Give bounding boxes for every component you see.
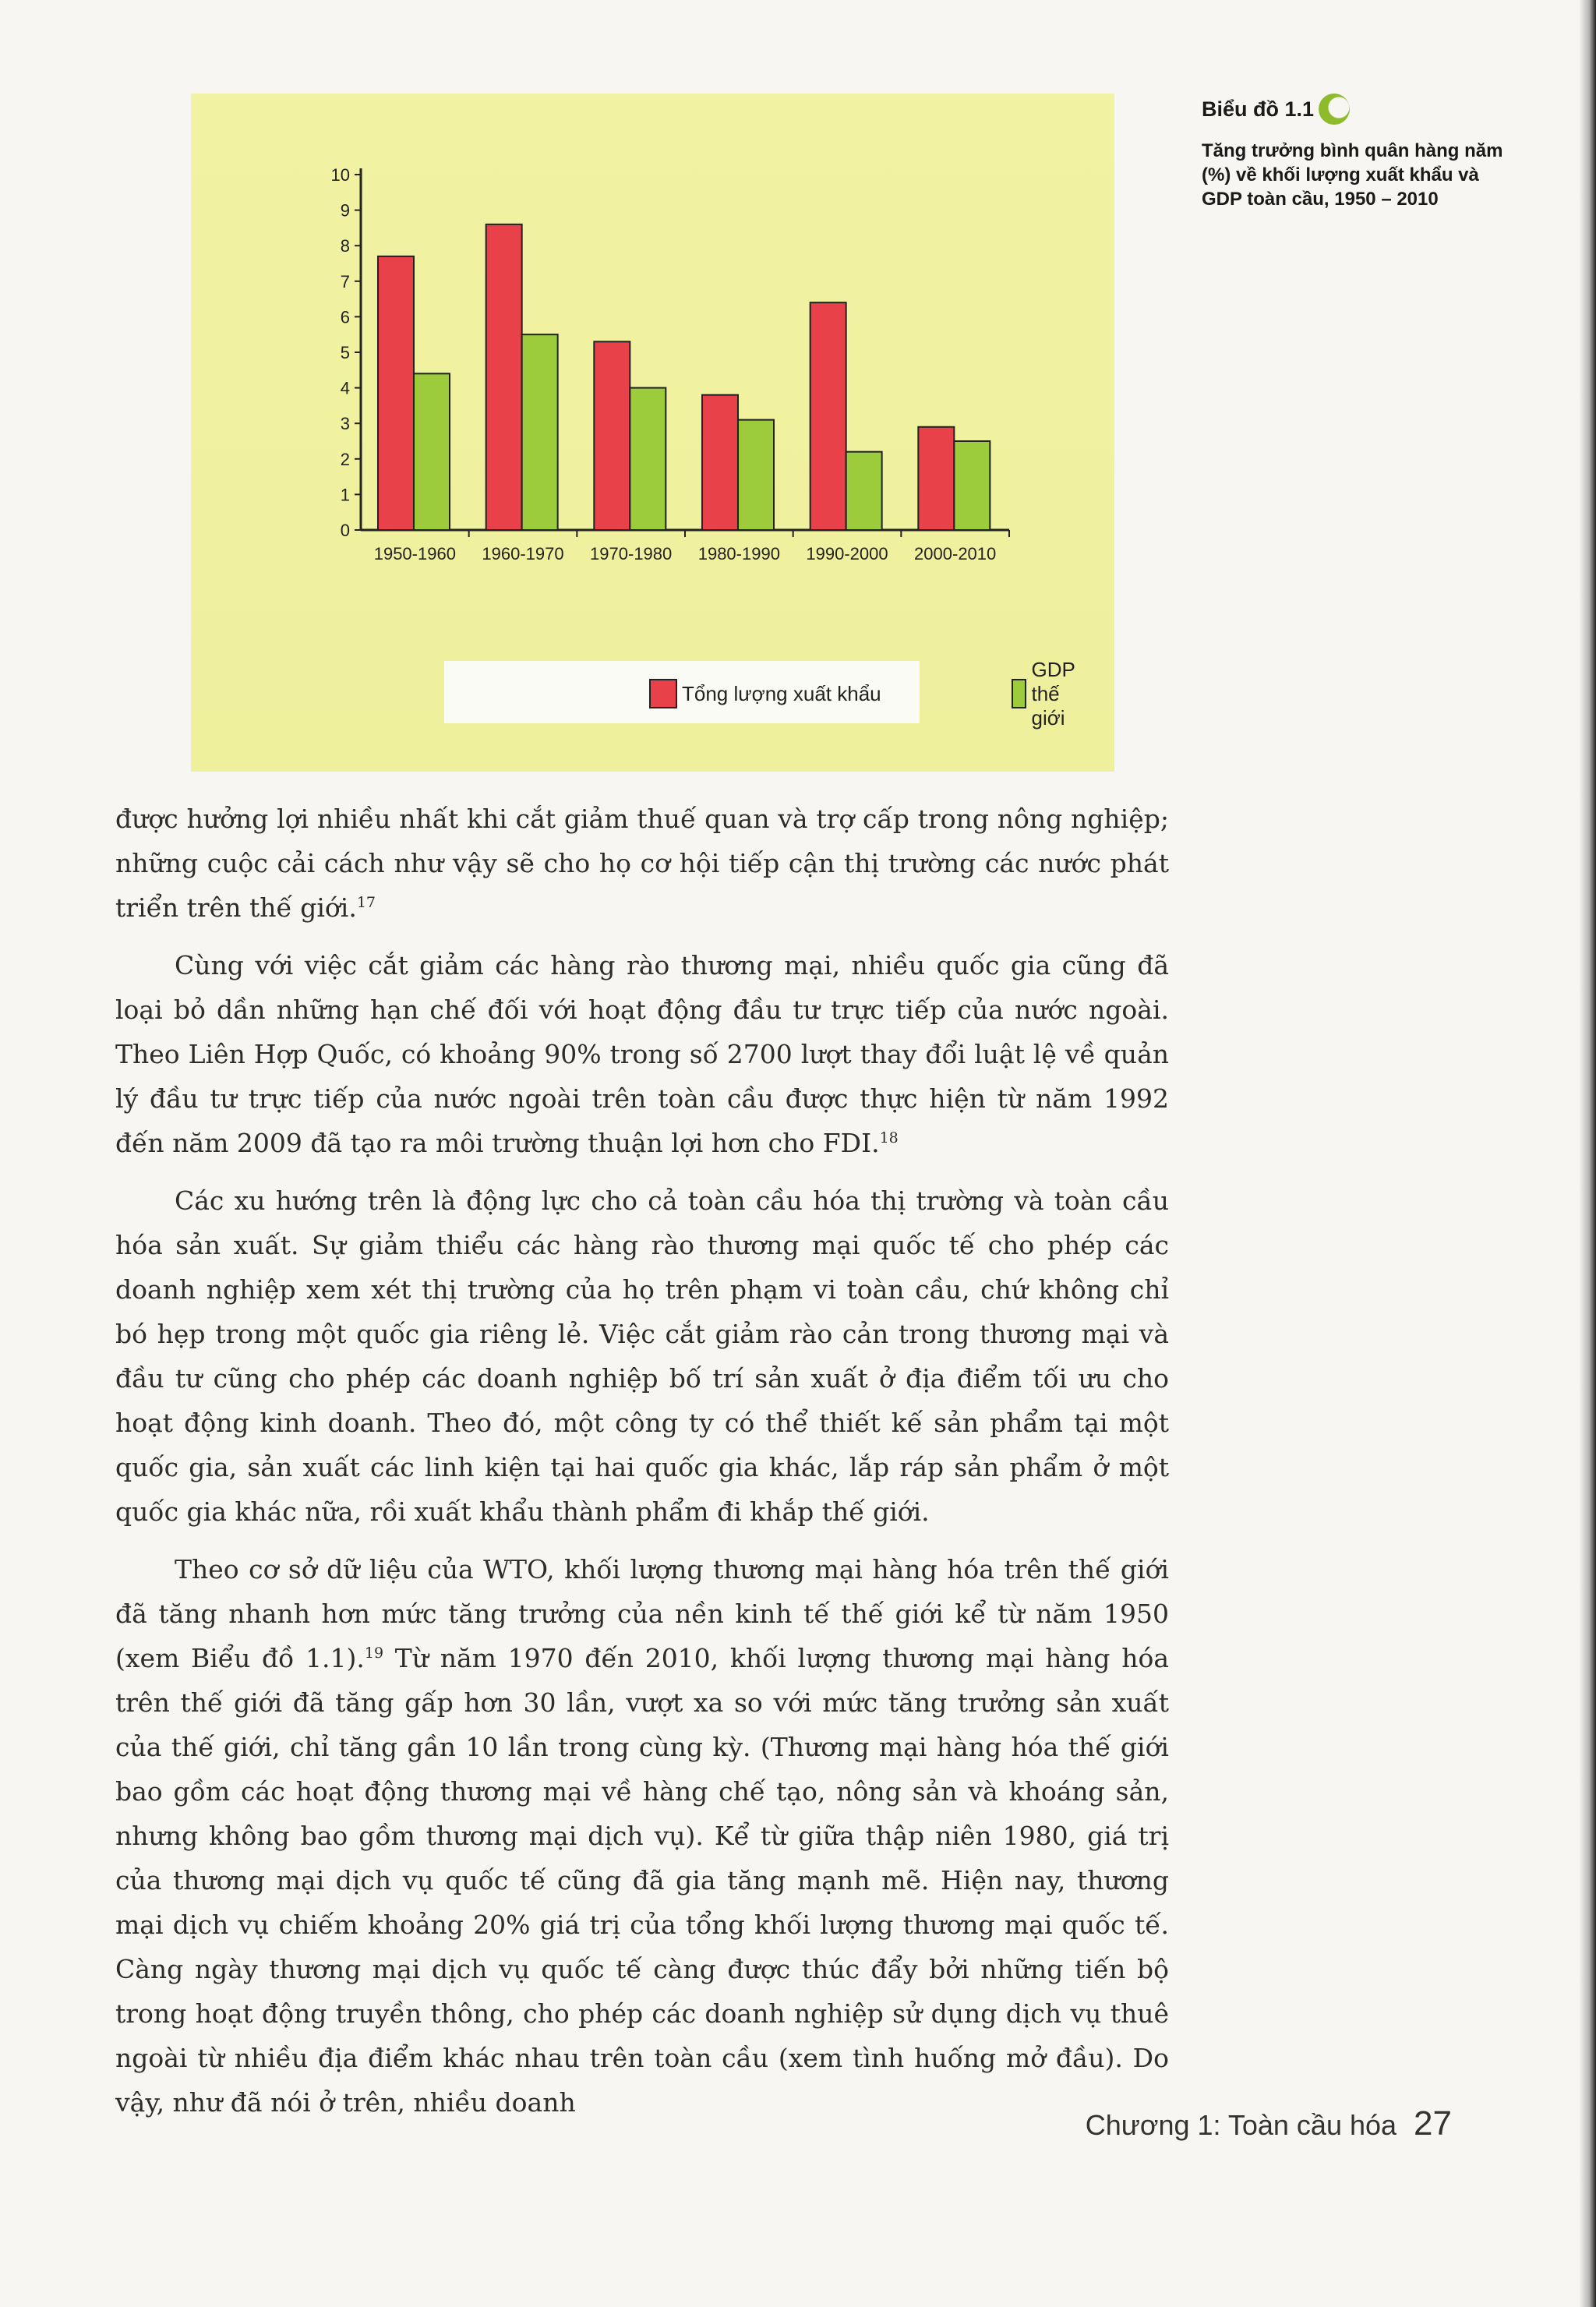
body-text [115,797,1169,2138]
paragraph-4-text-a: Theo cơ sở dữ liệu của WTO, khối lượng thương mại hàng hóa trên thế giới đã tăng nhanh hơn mức tăng trưởng của nền kinh tế thế giới kể từ năm 1950 (xem Biểu đồ 1.1). [115,1554,1169,1673]
x-tick-label: 1960-1970 [482,544,564,564]
y-tick-label: 8 [340,236,350,256]
x-tick-label: 1990-2000 [806,544,888,564]
y-tick-label: 0 [340,521,350,540]
paragraph-3-text: Các xu hướng trên là động lực cho cả toàn cầu hóa thị trường và toàn cầu hóa sản xuất. Sự giảm thiểu các hàng rào thương mại quốc tế cho phép các doanh nghiệp xem xét thị trường của họ trên phạm vi toàn cầu, chứ không chỉ bó hẹp trong một quốc gia riêng lẻ. Việc cắt giảm rào cản trong thương mại và đầu tư cũng cho phép các doanh nghiệp bố trí sản xuất ở địa điểm tối ưu cho hoạt động kinh doanh. Theo đó, một công ty có thể thiết kế sản phẩm tại một quốc gia, sản xuất các linh kiện tại hai quốc gia khác, lắp ráp sản phẩm ở một quốc gia khác nữa, rồi xuất khẩu thành phẩm đi khắp thế giới. [115,1185,1169,1527]
legend-label-exports: Tổng lượng xuất khẩu [682,681,881,705]
footnote-ref-18: 18 [879,1129,899,1146]
page-edge-shadow [1579,0,1596,2307]
legend-swatch-exports [649,679,677,708]
x-tick-label: 1980-1990 [697,544,780,564]
paragraph-2 [115,943,1169,1165]
bar-gdp [414,373,450,530]
legend-swatch-gdp [1012,679,1026,708]
y-tick-label: 9 [340,200,350,221]
footnote-ref-19: 19 [364,1645,384,1662]
bar-exports [378,256,414,530]
caption-label-row [1202,94,1513,125]
page-footer [1086,2104,1452,2143]
paragraph-4 [115,1547,1169,2125]
running-footer-chapter: Chương 1: Toàn cầu hóa [1085,2109,1397,2141]
x-tick-label: 2000-2010 [914,544,997,564]
caption-label: Biểu đồ 1.1 [1202,97,1315,121]
figure-panel [191,94,1114,772]
y-tick-label: 4 [340,378,350,398]
bar-gdp [846,452,882,530]
x-tick-label: 1950-1960 [373,544,456,564]
y-tick-label: 3 [340,414,350,434]
paragraph-4-text-b: Từ năm 1970 đến 2010, khối lượng thương mại hàng hóa trên thế giới đã tăng gấp hơn 30 lần, vượt xa so với mức tăng trưởng sản xuất của thế giới, chỉ tăng gần 10 lần trong cùng kỳ. (Thương mại hàng hóa thế giới bao gồm các hoạt động thương mại về hàng chế tạo, nông sản và khoáng sản, nhưng không bao gồm thương mại dịch vụ). Kể từ giữa thập niên 1980, giá trị của thương mại dịch vụ quốc tế cũng đã gia tăng mạnh mẽ. Hiện nay, thương mại dịch vụ chiếm khoảng 20% giá trị của tổng khối lượng thương mại quốc tế. Càng ngày thương mại dịch vụ quốc tế càng được thúc đẩy bởi những tiến bộ trong hoạt động truyền thông, cho phép các doanh nghiệp sử dụng dịch vụ thuê ngoài từ nhiều địa điểm khác nhau trên toàn cầu (xem tình huống mở đầu). Do vậy, như đã nói ở trên, nhiều doanh [115,1643,1169,2118]
bar-exports [918,427,954,530]
bar-gdp [630,388,666,530]
paragraph-1-text: được hưởng lợi nhiều nhất khi cắt giảm thuế quan và trợ cấp trong nông nghiệp; những cuộc cải cách như vậy sẽ cho họ cơ hội tiếp cận thị trường các nước phát triển trên thế giới. [115,804,1169,923]
legend-label-gdp: GDP thế giới [1031,657,1075,730]
y-tick-label: 7 [340,271,350,291]
y-tick-label: 1 [340,485,350,505]
legend-item-gdp [1012,657,1088,730]
bar-exports [810,302,846,530]
paragraph-3 [115,1178,1169,1534]
caption-text: Tăng trưởng bình quân hàng năm (%) về khối lượng xuất khẩu và GDP toàn cầu, 1950 – 2010 [1202,140,1503,210]
bar-gdp [954,441,990,530]
x-tick-label: 1970-1980 [590,544,673,564]
bar-exports [594,341,630,530]
bar-exports [486,224,522,530]
paragraph-2-text: Cùng với việc cắt giảm các hàng rào thương mại, nhiều quốc gia cũng đã loại bỏ dần những hạn chế đối với hoạt động đầu tư trực tiếp của nước ngoài. Theo Liên Hợp Quốc, có khoảng 90% trong số 2700 lượt thay đổi luật lệ về quản lý đầu tư trực tiếp của nước ngoài trên toàn cầu được thực hiện từ năm 1992 đến năm 2009 đã tạo ra môi trường thuận lợi hơn cho FDI. [115,950,1169,1158]
footnote-ref-17: 17 [356,894,376,911]
bar-exports [702,395,738,530]
page-number: 27 [1414,2104,1452,2143]
y-tick-label: 2 [340,449,350,469]
paragraph-1 [115,797,1169,930]
bar-gdp [522,334,558,530]
y-tick-label: 10 [330,165,350,185]
legend-item-exports [649,678,881,709]
y-tick-label: 5 [340,343,350,362]
chart-legend [444,657,1075,730]
figure-caption [1202,94,1513,211]
bar-gdp [738,420,774,530]
swirl-logo-icon [1319,94,1350,125]
y-tick-label: 6 [340,307,350,327]
